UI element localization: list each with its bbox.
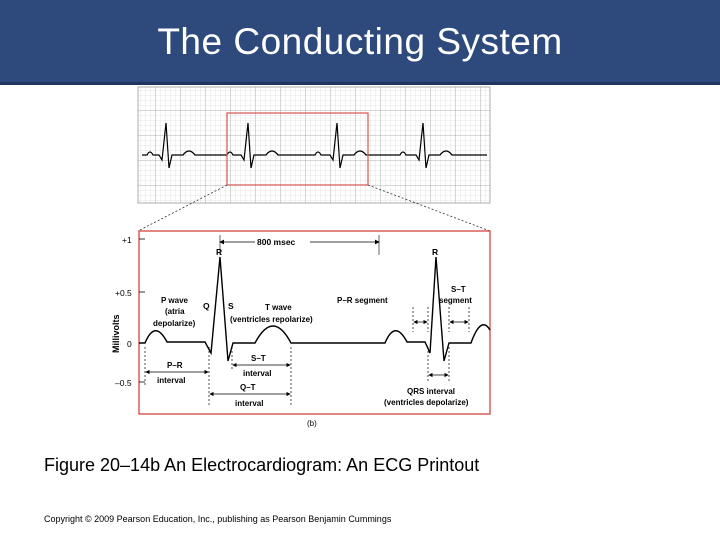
ecg-figure-svg [105, 85, 505, 435]
pr-interval-label-1: P–R [167, 361, 183, 370]
figure-caption: Figure 20–14b An Electrocardiogram: An ECG Printout [44, 455, 480, 475]
s-label: S [228, 301, 234, 311]
copyright-notice: Copyright © 2009 Pearson Education, Inc., publishing as Pearson Benjamin Cummings [44, 514, 392, 524]
qrs-interval-label-1: QRS interval [407, 387, 456, 396]
qt-interval-label-1: Q–T [240, 383, 256, 392]
y-tick-plus05: +0.5 [115, 288, 132, 298]
st-segment-label-2: segment [439, 296, 472, 305]
r-left-label: R [216, 247, 223, 257]
slide-title: The Conducting System [157, 21, 563, 62]
qrs-interval-label-2: (ventricles depolarize) [384, 398, 469, 407]
p-wave-label-1: P wave [161, 296, 188, 305]
st-interval-label-2: interval [243, 369, 272, 378]
y-tick-minus05: –0.5 [115, 378, 132, 388]
title-bar [0, 0, 720, 85]
st-interval-label-1: S–T [251, 354, 266, 363]
ecg-strip [138, 87, 490, 203]
t-wave-label-2: (ventricles repolarize) [230, 315, 313, 324]
pr-interval-label-2: interval [157, 376, 186, 385]
ecg-figure [105, 85, 505, 435]
ecg-detail-panel [111, 231, 490, 414]
y-axis-label: Millivolts [111, 314, 121, 353]
y-tick-zero: 0 [127, 339, 132, 349]
pr-segment-label: P–R segment [337, 296, 388, 305]
p-wave-label-2: (atria [165, 307, 185, 316]
q-label: Q [203, 301, 210, 311]
duration-label: 800 msec [257, 237, 296, 247]
st-segment-label-1: S–T [451, 285, 466, 294]
r-right-label: R [432, 247, 439, 257]
qt-interval-label-2: interval [235, 399, 264, 408]
y-tick-plus1: +1 [122, 235, 132, 245]
panel-label: (b) [307, 419, 317, 428]
p-wave-label-3: depolarize) [153, 319, 196, 328]
t-wave-label-1: T wave [265, 303, 292, 312]
